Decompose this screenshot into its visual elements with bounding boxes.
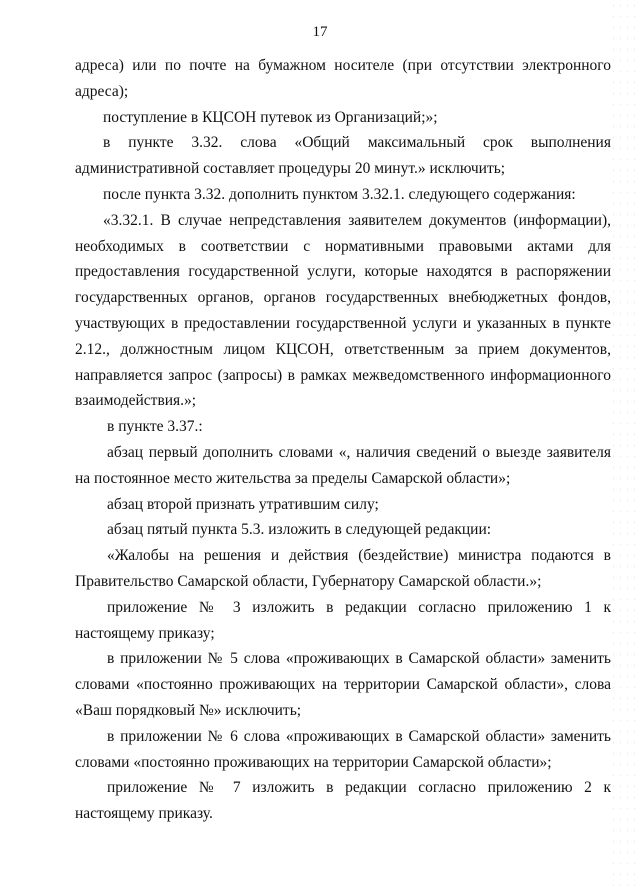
paragraph-4: после пункта 3.32. дополнить пунктом 3.32.1. следующего содержания:	[103, 185, 576, 203]
paragraph-14: приложение № 7 изложить в редакции согласно приложению 2 к настоящему приказу.	[75, 779, 611, 823]
paragraph-13: в приложении № 6 слова «проживающих в Самарской области» заменить словами «постоянно проживающих на территории Самарской области»;	[75, 727, 611, 771]
paragraph-6: в пункте 3.37.:	[107, 418, 203, 436]
paragraph-3: в пункте 3.32. слова «Общий максимальный срок выполнения административной составляет процедуры 20 минут.» исключить;	[75, 134, 611, 178]
paragraph-2: поступление в КЦСОН путевок из Организаций;»;	[103, 108, 438, 126]
paragraph-9: абзац пятый пункта 5.3. изложить в следующей редакции:	[107, 521, 492, 539]
paragraph-1: адреса) или по почте на бумажном носителе (при отсутствии электронного адреса);	[75, 57, 611, 100]
scan-noise	[610, 0, 640, 886]
document-body	[75, 53, 611, 827]
paragraph-11: приложение № 3 изложить в редакции согласно приложению 1 к настоящему приказу;	[75, 598, 611, 642]
paragraph-12: в приложении № 5 слова «проживающих в Самарской области» заменить словами «постоянно проживающих на территории Самарской области», слова «Ваш порядковый №» исключить;	[75, 650, 611, 719]
paragraph-10: «Жалобы на решения и действия (бездействие) министра подаются в Правительство Самарской области, Губернатору Самарской области.»;	[75, 547, 611, 590]
paragraph-7: абзац первый дополнить словами «, наличия сведений о выезде заявителя на постоянное место жительства за пределы Самарской области»;	[75, 443, 611, 487]
paragraph-8: абзац второй признать утратившим силу;	[107, 495, 379, 513]
page-number: 17	[312, 24, 328, 40]
paragraph-5: «3.32.1. В случае непредставления заявителем документов (информации), необходимых в соответствии с нормативными правовыми актами для предоставления государственной услуги, которые находятся в распоряжении государственных органов, органов государственных внебюджетных фондов, участвующих в предоставлении государственной услуги и указанных в пункте 2.12., должностным лицом КЦСОН, ответственным за прием документов, направляется запрос (запросы) в рамках межведомственного информационного взаимодействия.»;	[75, 211, 611, 410]
